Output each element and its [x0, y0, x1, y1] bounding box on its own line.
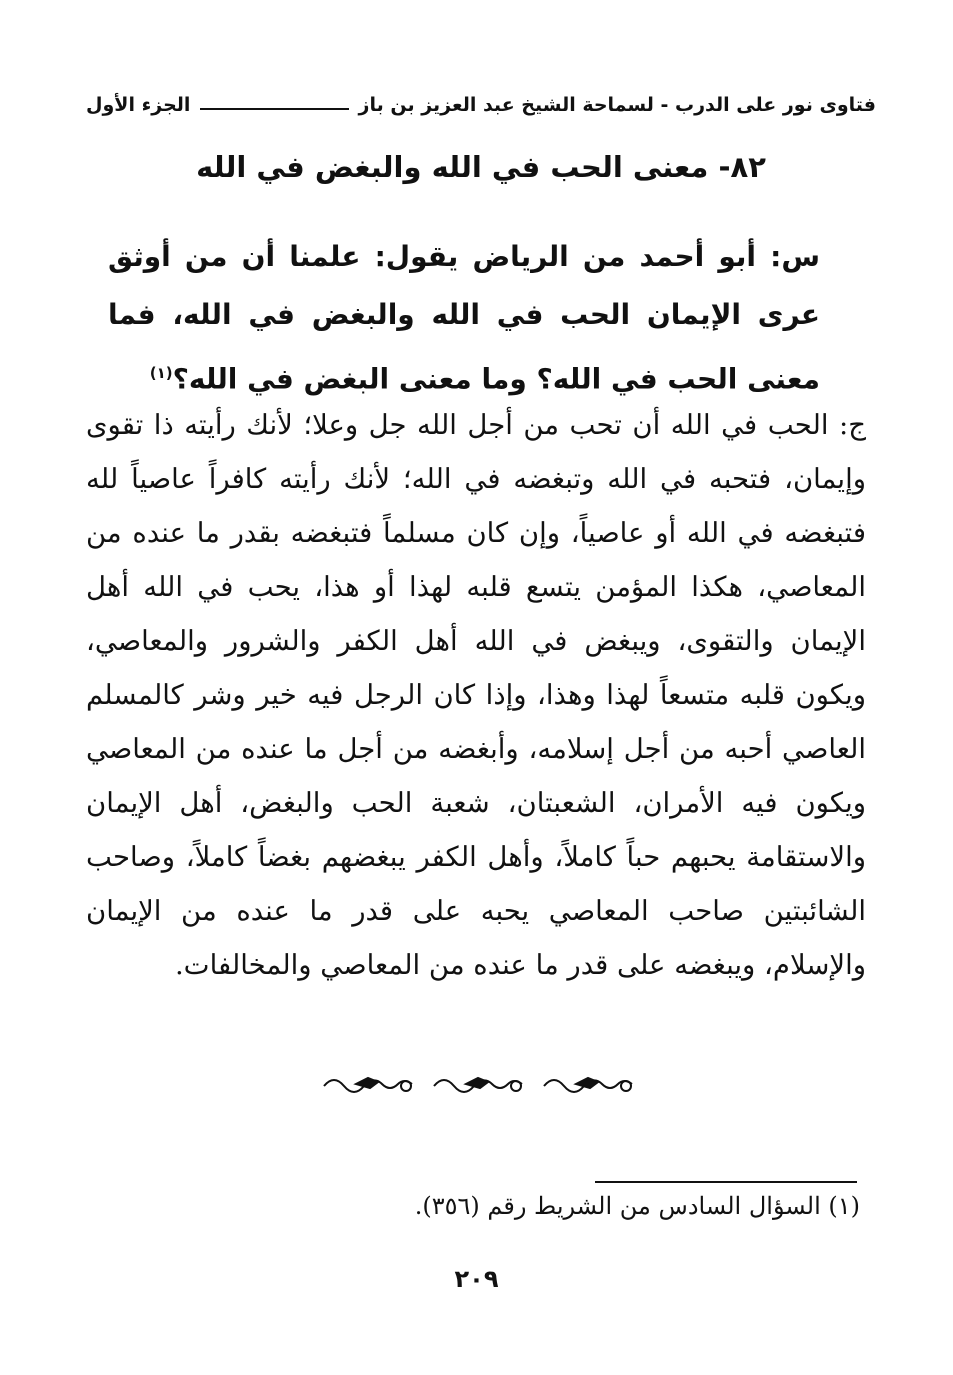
decorative-ornament	[316, 1066, 636, 1106]
fatwa-title: ٨٢- معنى الحب في الله والبغض في الله	[196, 150, 766, 184]
header-rule	[200, 108, 348, 110]
footnote: (١) السؤال السادس من الشريط رقم (٣٥٦).	[414, 1192, 860, 1220]
question-paragraph	[108, 228, 820, 408]
running-header	[86, 88, 876, 122]
question-text: س: أبو أحمد من الرياض يقول: علمنا أن من أوثق عرى الإيمان الحب في الله والبغض في الله، فما معنى الحب في الله؟ وما معنى البغض في الله؟	[108, 240, 820, 396]
page-number: ٢٠٩	[454, 1265, 499, 1293]
book-title: فتاوى نور على الدرب - لسماحة الشيخ عبد العزيز بن باز	[358, 94, 876, 116]
answer-paragraph: ج: الحب في الله أن تحب من أجل الله جل وعلا؛ لأنك رأيته ذا تقوى وإيمان، فتحبه في الله وتبغضه في الله؛ لأنك رأيته كافراً عاصياً لله فتبغضه في الله أو عاصياً، وإن كان مسلماً فتبغضه بقدر ما عنده من المعاصي، هكذا المؤمن يتسع قلبه لهذا أو هذا، يحب في الله أهل الإيمان والتقوى، ويبغض في الله أهل الكفر والشرور والمعاصي، ويكون قلبه متسعاً لهذا وهذا، وإذا كان الرجل فيه خير وشر كالمسلم العاصي أحبه من أجل إسلامه، وأبغضه من أجل ما عنده من المعاصي ويكون فيه الأمران، الشعبتان، شعبة الحب والبغض، أهل الإيمان والاستقامة يحبهم حباً كاملاً، وأهل الكفر يبغضهم بغضاً كاملاً، وصاحب الشائبتين صاحب المعاصي يحبه على قدر ما عنده من الإيمان والإسلام، ويبغضه على قدر ما عنده من المعاصي والمخالفات.	[86, 409, 866, 981]
footnote-separator	[595, 1181, 857, 1183]
footnote-ref: (١)	[149, 364, 173, 382]
volume-label: الجزء الأول	[86, 94, 191, 116]
